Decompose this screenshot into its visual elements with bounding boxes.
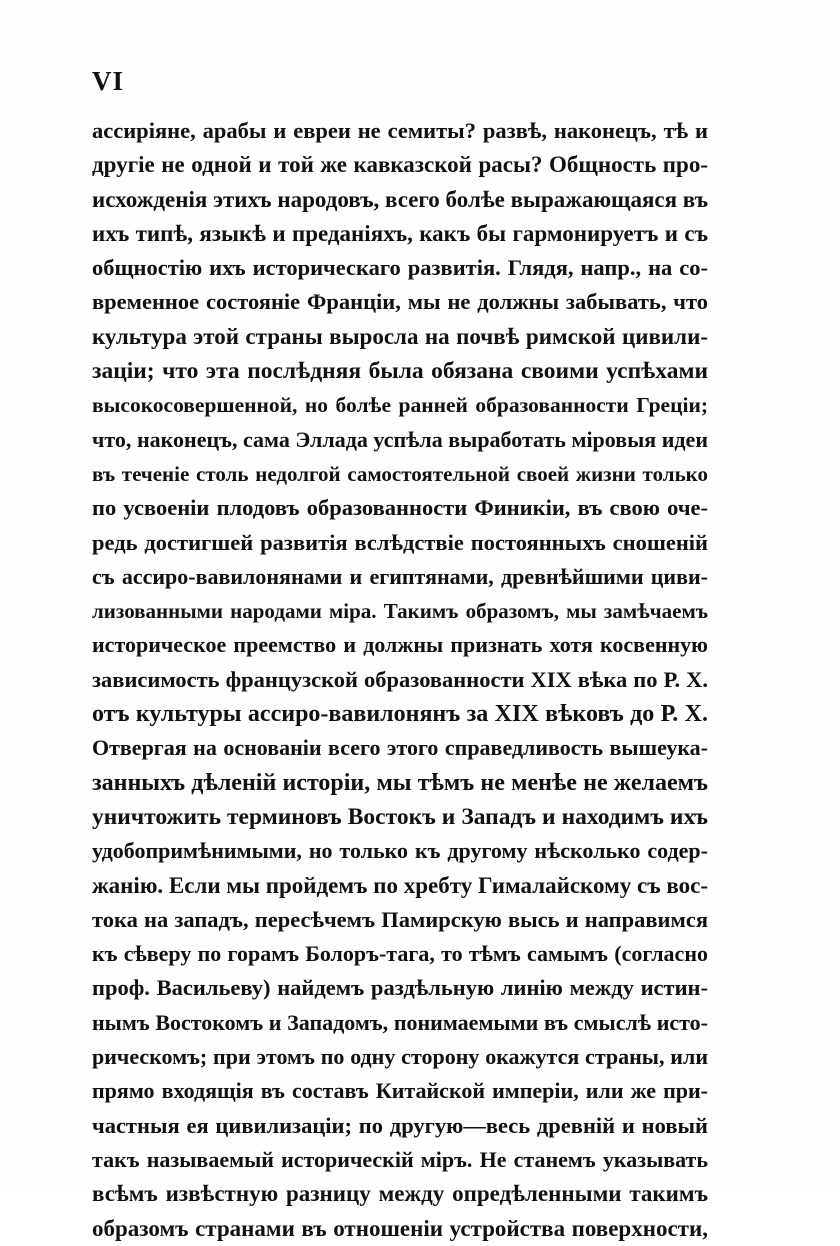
text-line: Отвергая на основаніи всего этого справедливость вышеука- — [92, 735, 708, 761]
text-line: что, наконецъ, сама Эллада успѣла выработать міровыя идеи — [92, 426, 708, 452]
text-line: въ теченіе столь недолгой самостоятельной своей жизни только — [92, 461, 708, 486]
text-line: исхожденія этихъ народовъ, всего болѣе выражающаяся въ — [92, 186, 708, 212]
text-line: другіе не одной и той же кавказской расы? Общность про- — [92, 152, 708, 178]
text-line: общностію ихъ историческаго развитія. Глядя, напр., на со- — [92, 255, 708, 281]
text-line: занныхъ дѣленій исторіи, мы тѣмъ не менѣе не желаемъ — [92, 769, 708, 796]
text-line: ассиріяне, арабы и евреи не семиты? развѣ, наконецъ, тѣ и — [92, 118, 708, 143]
text-line: высокосовершенной, но болѣе ранней образованности Греціи; — [92, 393, 708, 418]
text-line: такъ называемый историческій міръ. Не станемъ указывать — [92, 1146, 708, 1172]
page-number: VI — [92, 66, 125, 96]
text-line: жанію. Если мы пройдемъ по хребту Гималайскому съ вос- — [92, 872, 708, 898]
text-line: уничтожить терминовъ Востокъ и Западъ и находимъ ихъ — [92, 803, 708, 830]
text-line: къ сѣверу по горамъ Болоръ-тага, то тѣмъ самымъ (согласно — [92, 941, 708, 967]
text-line: редь достигшей развитія вслѣдствіе постоянныхъ сношеній — [92, 529, 708, 555]
text-line: заціи; что эта послѣдняя была обязана своими успѣхами — [92, 358, 708, 385]
text-line: отъ культуры ассиро-вавилонянъ за XIX вѣковъ до Р. Х. — [92, 701, 708, 728]
text-line: лизованными народами міра. Такимъ образомъ, мы замѣчаемъ — [92, 599, 708, 624]
text-line: историческое преемство и должны признать хотя косвенную — [92, 632, 708, 658]
text-line: съ ассиро-вавилонянами и египтянами, древнѣйшими циви- — [92, 563, 708, 589]
text-line: проф. Васильеву) найдемъ раздѣльную линію между истин- — [92, 975, 708, 1001]
text-line: культура этой страны выросла на почвѣ римской цивили- — [92, 323, 708, 349]
text-line: ихъ типѣ, языкѣ и преданіяхъ, какъ бы гармонируетъ и съ — [92, 220, 708, 246]
text-line: всѣмъ извѣстную разницу между опредѣленными такимъ — [92, 1181, 708, 1207]
text-line: нымъ Востокомъ и Западомъ, понимаемыми въ смыслѣ исто- — [92, 1009, 708, 1035]
text-line: прямо входящія въ составъ Китайской имперіи, или же при- — [92, 1078, 708, 1104]
text-line: зависимость французской образованности XIX вѣка по Р. Х. — [92, 666, 708, 692]
text-line: образомъ странами въ отношеніи устройства поверхности, — [92, 1215, 708, 1241]
text-line: рическомъ; при этомъ по одну сторону окажутся страны, или — [92, 1044, 708, 1070]
text-line: по усвоеніи плодовъ образованности Финикіи, въ свою оче- — [92, 495, 708, 521]
text-line: удобопримѣнимыми, но только къ другому нѣсколько содер- — [92, 838, 708, 864]
text-line: частныя ея цивилизаціи; по другую—весь древній и новый — [92, 1112, 708, 1138]
body-text — [92, 114, 708, 1246]
text-line: временное состояніе Франціи, мы не должны забывать, что — [92, 289, 708, 315]
text-line: тока на западъ, пересѣчемъ Памирскую высь и направимся — [92, 906, 708, 932]
